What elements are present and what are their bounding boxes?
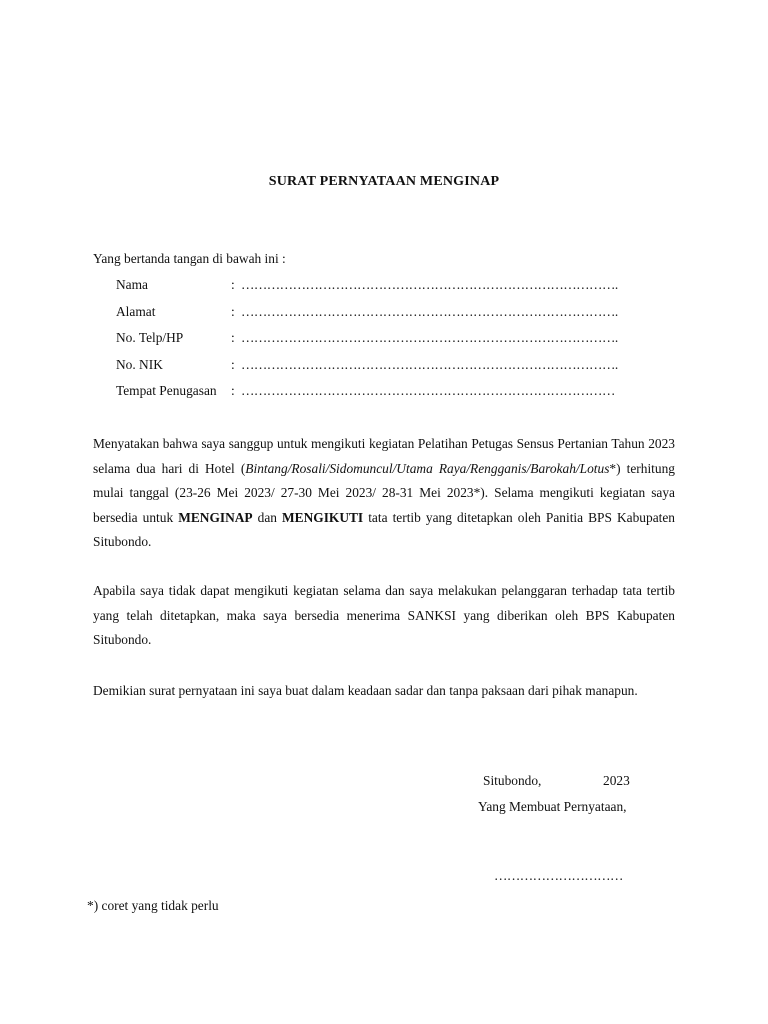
field-blank-line[interactable]: ……………………………………………………………………………. [241,356,618,372]
field-tempat-penugasan[interactable] [116,383,676,410]
field-blank-line[interactable]: ……………………………………………………………………………. [241,330,618,345]
field-label: No. NIK [116,356,163,372]
document-title: SURAT PERNYATAAN MENGINAP [268,174,500,189]
field-label: Nama [116,277,148,292]
statement-text-part2: *) terhitung mulai tanggal (23-26 Mei 2023/ 27-30 Mei 2023/ 28-31 Mei 2023*). Selama mengikuti kegiatan saya bersedia untuk [93,460,675,525]
field-blank-line[interactable]: ……………………………………………………………………………. [241,277,618,292]
statement-paragraph [93,432,675,555]
field-nik[interactable] [116,357,676,384]
field-colon: : [231,330,235,345]
statement-text-part3: dan [252,509,283,525]
statement-text-part1: Menyatakan bahwa saya sanggup untuk mengikuti kegiatan Pelatihan Petugas Sensus Pertanian Tahun 2023 selama dua hari di Hotel ( [93,436,675,476]
identity-fields [116,277,676,410]
field-colon: : [231,383,235,398]
sanction-paragraph: Apabila saya tidak dapat mengikuti kegiatan selama dan saya melakukan pelanggaran terhadap tata tertib yang telah ditetapkan, maka saya bersedia menerima SANKSI yang diberikan oleh BPS Kabupaten Situbondo. [93,583,675,648]
signature-maker-label: Yang Membuat Pernyataan, [478,799,627,814]
mengikuti-emphasis: MENGIKUTI [282,509,364,525]
field-colon: : [231,277,235,292]
field-label: No. Telp/HP [116,330,184,345]
field-blank-line[interactable]: …………………………………………………………………………… [241,383,615,398]
field-colon: : [231,303,235,319]
menginap-emphasis: MENGINAP [178,509,253,525]
field-label: Tempat Penugasan [116,383,217,398]
signature-blank-line[interactable]: ………………………… [494,868,623,883]
field-colon: : [231,356,235,372]
closing-paragraph: Demikian surat pernyataan ini saya buat dalam keadaan sadar dan tanpa paksaan dari pihak manapun. [93,683,638,698]
signature-year: 2023 [603,773,630,788]
field-blank-line[interactable]: ……………………………………………………………………………. [241,303,618,319]
hotel-options: Bintang/Rosali/Sidomuncul/Utama Raya/Rengganis/Barokah/Lotus [245,460,610,476]
field-alamat[interactable] [116,304,676,331]
statement-text-part4: tata tertib yang ditetapkan oleh Panitia BPS Kabupaten Situbondo. [93,509,676,550]
field-telp[interactable] [116,330,676,357]
intro-text: Yang bertanda tangan di bawah ini : [93,251,286,266]
signature-place: Situbondo, [483,773,542,788]
field-label: Alamat [116,303,156,319]
footnote: *) coret yang tidak perlu [87,898,219,913]
field-nama[interactable] [116,277,676,304]
